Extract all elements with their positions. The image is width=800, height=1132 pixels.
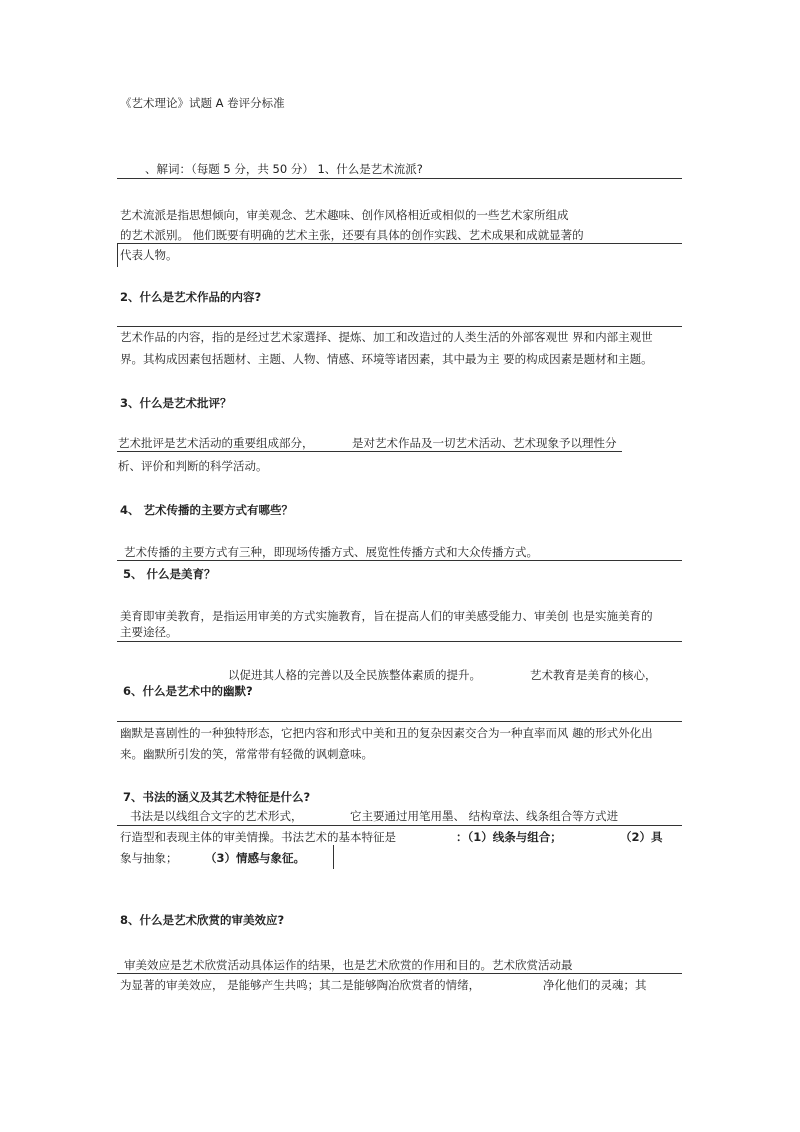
answer-line: 析、评价和判断的科学活动。 (118, 459, 268, 473)
section-header: 、解词：（每题 5 分，共 50 分） 1、什么是艺术流派? (145, 162, 423, 176)
question-6: 6、什么是艺术中的幽默? (123, 684, 253, 698)
answer-line: 艺术传播的主要方式有三种，即现场传播方式、展览性传播方式和大众传播方式。 (124, 545, 538, 559)
underline (117, 451, 622, 452)
question-8: 8、什么是艺术欣赏的审美效应? (120, 913, 285, 927)
answer-line: （2）具 (620, 830, 663, 844)
answer-line: 艺术批评是艺术活动的重要组成部分， (118, 436, 314, 450)
margin-rule (333, 845, 334, 869)
divider (117, 825, 682, 826)
answer-line: 以促进其人格的完善以及全民族整体素质的提升。 (228, 668, 481, 682)
answer-line: 它主要通过用笔用墨、 结构章法、线条组合等方式进 (350, 809, 619, 823)
answer-line: 为显著的审美效应， 是能够产生共鸣；其二是能够陶冶欣赏者的情绪， (120, 978, 481, 992)
question-3: 3、什么是艺术批评？ (120, 396, 232, 410)
question-4: 4、 艺术传播的主要方式有哪些？ (120, 503, 294, 517)
answer-line: 是对艺术作品及一切艺术活动、艺术现象予以理性分 (352, 436, 617, 450)
answer-line: ：（1）线条与组合； (456, 830, 562, 844)
divider (117, 243, 682, 244)
document-title: 《艺术理论》试题 A 卷评分标准 (120, 96, 285, 110)
question-7: 7、书法的涵义及其艺术特征是什么? (123, 790, 311, 804)
divider (117, 641, 682, 642)
answer-line: 行造型和表现主体的审美情操。书法艺术的基本特征是 (120, 830, 396, 844)
answer-line: 幽默是喜剧性的一种独特形态，它把内容和形式中美和丑的复杂因素交合为一种直率而风 趣的形式外化出 (120, 726, 653, 740)
answer-line: 美育即审美教育，是指运用审美的方式实施教育，旨在提高人们的审美感受能力、审美创 也是实施美育的 (120, 609, 653, 623)
answer-line: 书法是以线组合文字的艺术形式， (130, 809, 303, 823)
answer-line: 艺术作品的内容，指的是经过艺术家選择、提炼、加工和改造过的人类生活的外部客观世 界和内部主观世 (120, 330, 653, 344)
margin-rule (117, 243, 118, 267)
answer-line: （3）情感与象征。 (205, 851, 306, 865)
answer-line: 界。其构成因素包括题材、主题、人物、情感、环境等诸因素，其中最为主 要的构成因素是题材和主题。 (120, 352, 653, 366)
divider (117, 178, 682, 179)
divider (117, 326, 682, 327)
answer-line: 的艺术派别。 他们既要有明确的艺术主张，还要有具体的创作实践、艺术成果和成就显著的 (120, 228, 584, 242)
answer-line: 审美效应是艺术欣赏活动具体运作的结果，也是艺术欣赏的作用和目的。艺术欣赏活动最 (124, 958, 573, 972)
answer-line: 象与抽象； (120, 851, 178, 865)
question-5: 5、 什么是美育？ (123, 567, 216, 581)
answer-line: 艺术流派是指思想倾向，审美观念、艺术趣味、创作风格相近或相似的一些艺术家所组成 (120, 208, 569, 222)
answer-line: 净化他们的灵魂；其 (543, 978, 647, 992)
divider (117, 973, 682, 974)
answer-line: 来。幽默所引发的笑，常常带有轻微的讽刺意味。 (120, 747, 373, 761)
answer-line: 代表人物。 (120, 248, 178, 262)
divider (117, 560, 682, 561)
question-2: 2、什么是艺术作品的内容? (120, 290, 262, 304)
answer-line: 主要途径。 (120, 625, 178, 639)
divider (117, 721, 682, 722)
answer-line: 艺术教育是美育的核心， (530, 668, 657, 682)
